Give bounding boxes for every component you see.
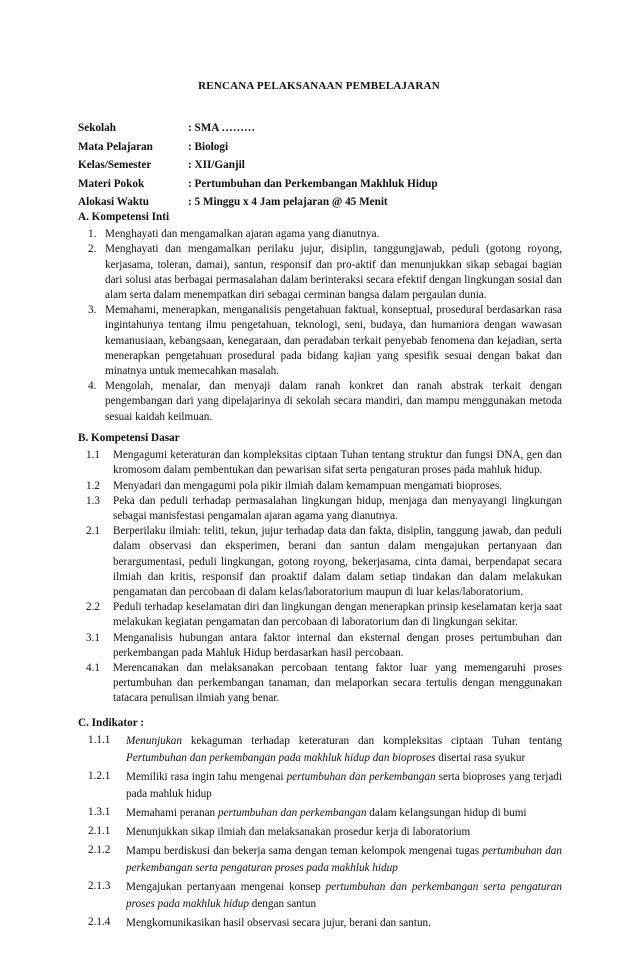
identity-value: : Pertumbuhan dan Perkembangan Makhluk Hidup [188, 177, 438, 190]
indikator-section [78, 716, 562, 934]
identity-label: Kelas/Semester [78, 159, 152, 171]
item-number: 1.3 [86, 494, 100, 507]
list-item [88, 242, 562, 303]
text-run: pertumbuhan dan perkembangan serta pengaturan proses pada makhluk hidup [126, 881, 562, 911]
text-run: disertai rasa syukur [435, 752, 526, 765]
item-text [126, 733, 562, 767]
item-number: 2.1 [86, 525, 100, 538]
text-run: dengan santun [248, 898, 317, 911]
item-text [126, 769, 562, 803]
item-number: 3.1 [86, 631, 100, 644]
text-run: pertumbuhan dan perkembangan [217, 807, 367, 820]
text-run: dalam kelangsungan hidup di bumi [366, 807, 527, 820]
identity-value: : Biologi [188, 140, 229, 153]
item-text [126, 843, 562, 877]
identity-label: Alokasi Waktu [78, 196, 149, 208]
identity-row-mata-pelajaran [78, 140, 558, 159]
list-item [88, 805, 562, 822]
item-text: Menganalisis hubungan antara faktor internal dan eksternal dengan proses pertumbuhan dan perkembangan pada Mahluk Hidup berdasarkan hasil percobaan. [113, 631, 562, 659]
list-item [88, 227, 562, 242]
identity-row-materi-pokok [78, 177, 558, 196]
list-item [88, 769, 562, 803]
item-text: Menyadari dan mengagumi pola pikir ilmiah dalam kemampuan mengamati bioproses. [113, 479, 502, 492]
item-number: 2.1.2 [88, 844, 111, 857]
list-item [86, 448, 562, 478]
identity-label: Mata Pelajaran [78, 140, 153, 153]
identity-value: : SMA ……… [188, 122, 256, 134]
list-item [88, 733, 562, 767]
identity-label: Materi Pokok [78, 177, 145, 190]
text-run: Menunjukkan sikap ilmiah dan melaksanakan prosedur kerja di laboratorium [126, 826, 471, 839]
kompetensi-dasar-section [78, 431, 562, 707]
item-number: 4.1 [86, 662, 100, 675]
item-number: 1.2 [86, 479, 100, 492]
text-run: Menunjukan [126, 735, 182, 748]
item-number: 2.2 [86, 601, 100, 614]
text-run: Memiliki rasa ingin tahu mengenai [126, 771, 287, 784]
text-run: Pertumbuhan dan perkembangan pada makhluk hidup dan bioproses [126, 752, 436, 765]
kompetensi-inti-section [78, 210, 562, 425]
list-item [86, 479, 562, 494]
list-item [86, 524, 562, 600]
text-run: pertumbuhan dan perkembangan [286, 771, 436, 784]
item-text: Mengagumi keteraturan dan kompleksitas ciptaan Tuhan tentang struktur dan fungsi DNA, gen dan kromosom dalam pembentukan dan pewarisan sifat serta pengaturan proses pada mahluk hidup. [113, 449, 562, 477]
list-item [86, 631, 562, 661]
list-item [86, 661, 562, 707]
identity-value: : XII/Ganjil [188, 159, 245, 171]
item-number: 1.1.1 [88, 734, 111, 747]
item-number: 2. [88, 243, 97, 256]
identity-value: : 5 Minggu x 4 Jam pelajaran @ 45 Menit [188, 196, 388, 208]
section-heading: A. Kompetensi Inti [78, 211, 170, 223]
item-text [126, 879, 562, 913]
item-number: 1.2.1 [88, 770, 111, 783]
list-item [88, 843, 562, 877]
item-text: Menghayati dan mengamalkan perilaku jujur, disiplin, tanggungjawab, peduli (gotong royong, kerjasama, toleran, damai), santun, responsif dan pro-aktif dan menunjukkan sikap sebagai bagian dari solusi atas berbagai permasalahan dalam berinteraksi secara efektif dengan lingkungan sosial dan alam serta dalam menempatkan diri sebagai cerminan bangsa dalam pergaulan dunia. [105, 243, 562, 302]
item-text [126, 915, 562, 932]
item-text [126, 824, 562, 841]
text-run: Mengajukan pertanyaan mengenai konsep [126, 881, 326, 894]
list-item [88, 915, 562, 932]
list-item [88, 379, 562, 425]
item-number: 2.1.4 [88, 916, 111, 929]
list-item [88, 303, 562, 379]
identity-row-sekolah [78, 121, 558, 140]
document-title: RENCANA PELAKSANAAN PEMBELAJARAN [198, 80, 440, 92]
text-run: Mengkomunikasikan hasil observasi secara jujur, berani dan santun. [126, 917, 431, 930]
item-text: Merencanakan dan melaksanakan percobaan tentang faktor luar yang memengaruhi proses pertumbuhan dan perkembangan tanaman, dan melaporkan secara tertulis dengan menggunakan tatacara penulisan ilmiah yang benar. [113, 662, 562, 705]
identity-row-kelas-semester [78, 158, 558, 177]
list-item [86, 494, 562, 524]
item-text [126, 805, 562, 822]
item-text: Mengolah, menalar, dan menyaji dalam ranah konkret dan ranah abstrak terkait dengan pengembangan dari yang dipelajarinya di sekolah secara mandiri, dan mampu menggunakan metoda sesuai kaidah keilmuan. [105, 380, 562, 423]
item-number: 2.1.1 [88, 825, 111, 838]
text-run: pertumbuhan dan perkembangan serta pengaturan proses pada makhluk hidup [126, 845, 562, 875]
item-text: Peka dan peduli terhadap permasalahan lingkungan hidup, menjaga dan menyayangi lingkungan sebagai manisfestasi pengamalan ajaran agama yang dianutnya. [113, 494, 562, 523]
item-number: 3. [88, 304, 97, 317]
item-number: 1.3.1 [88, 806, 111, 819]
item-text: Peduli terhadap keselamatan diri dan lingkungan dengan menerapkan prinsip keselamatan kerja saat melakukan kegiatan pengamatan dan percobaan di laboratorium dan di lingkungan sekitar. [113, 601, 562, 629]
section-heading: C. Indikator : [78, 717, 144, 729]
list-item [88, 879, 562, 913]
text-run: kekaguman terhadap keteraturan dan kompleksitas ciptaan Tuhan tentang [181, 735, 562, 748]
text-run: Mampu berdiskusi dan bekerja sama dengan teman kelompok mengenai tugas [126, 845, 483, 858]
section-heading: B. Kompetensi Dasar [78, 432, 180, 444]
identity-table [78, 121, 558, 214]
item-number: 1. [88, 228, 97, 241]
item-text: Menghayati dan mengamalkan ajaran agama yang dianutnya. [105, 228, 380, 241]
identity-label: Sekolah [78, 122, 116, 134]
item-text: Memahami, menerapkan, menganalisis pengetahuan faktual, konseptual, prosedural berdasarkan rasa ingintahunya tentang ilmu pengetahuan, teknologi, seni, budaya, dan humaniora dengan wawasan kemanusiaan, kebangsaan, kenegaraan, dan peradaban terkait penyebab fenomena dan kejadian, serta menerapkan pengetahuan prosedural pada bidang kajian yang spesifik sesuai dengan bakat dan minatnya untuk memecahkan masalah. [105, 304, 562, 378]
list-item [86, 600, 562, 630]
text-run: Memahami peranan [126, 807, 218, 820]
item-number: 2.1.3 [88, 880, 111, 893]
text-run: serta bioproses yang terjadi pada mahluk hidup [126, 771, 563, 801]
list-item [88, 824, 562, 841]
item-number: 4. [88, 380, 97, 393]
item-number: 1.1 [86, 449, 100, 462]
item-text: Berperilaku ilmiah: teliti, tekun, jujur terhadap data dan fakta, disiplin, tanggung jawab, dan peduli dalam observasi dan eksperimen, berani dan santun dalam mengajukan pertanyaan dan berargumentasi, peduli lingkungan, gotong royong, bekerjasama, cinta damai, berpendapat secara ilmiah dan kritis, responsif dan proaktif dalam dalam setiap tindakan dan dalam melakukan pengamatan dan percobaan di dalam kelas/laboratorium maupun di luar kelas/laboratorium. [113, 525, 562, 599]
